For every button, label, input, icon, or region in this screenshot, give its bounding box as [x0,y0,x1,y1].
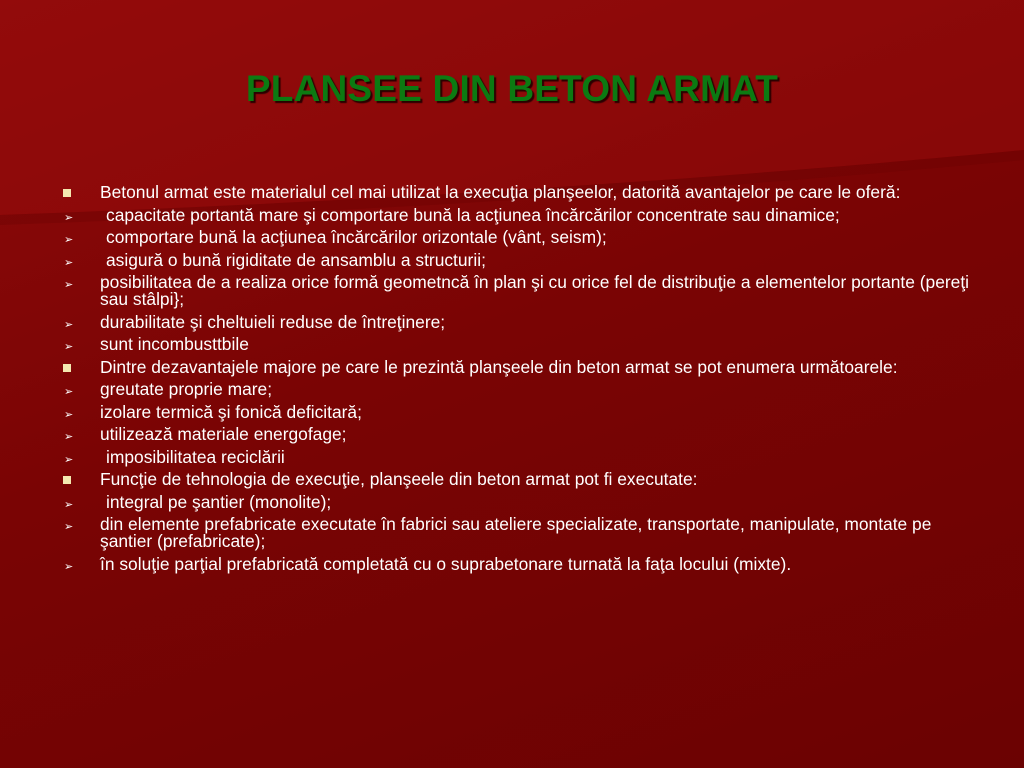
bullet-text: izolare termică şi fonică deficitară; [100,401,362,422]
arrow-bullet-icon: ➢ [64,497,74,511]
bullet-text: comportare bună la acţiunea încărcărilor orizontale (vânt, seism); [106,227,607,247]
bullet-item [60,336,970,353]
arrow-bullet-icon: ➢ [64,452,74,466]
bullet-item [60,471,970,488]
arrow-bullet-icon: ➢ [64,520,74,533]
bullet-item [60,426,970,443]
bullet-item [60,401,970,422]
bullet-text: din elemente prefabricate executate în fabrici sau ateliere specializate, transportate, manipulate, montate pe şantier (prefabricate); [100,514,932,551]
bullet-item [60,356,970,377]
bullet-text: Dintre dezavantajele majore pe care le prezintă planşeele din beton armat se pot enumera următoarele: [100,356,898,377]
arrow-bullet-icon: ➢ [64,278,74,291]
slide-title: PLANSEE DIN BETON ARMAT [245,68,779,109]
square-bullet-icon [63,189,71,197]
bullet-item [60,249,970,270]
bullet-item [60,229,970,246]
bullet-item [60,184,970,201]
bullet-item [60,274,970,308]
bullet-text: asigură o bună rigiditate de ansamblu a structurii; [106,249,486,270]
arrow-bullet-icon: ➢ [64,255,74,269]
arrow-bullet-icon: ➢ [64,210,74,224]
square-bullet-icon [63,364,71,372]
bullet-text: Funcţie de tehnologia de execuţie, planşeele din beton armat pot fi executate: [100,469,698,489]
bullet-text: greutate proprie mare; [100,379,273,399]
arrow-bullet-icon: ➢ [64,317,74,331]
bullet-item [60,446,970,467]
bullet-item [60,204,970,225]
bullet-list [60,184,970,578]
arrow-bullet-icon: ➢ [64,233,74,246]
bullet-item [60,491,970,512]
bullet-text: sunt incombusttbile [100,334,249,354]
bullet-item [60,516,970,550]
arrow-bullet-icon: ➢ [64,559,74,573]
arrow-bullet-icon: ➢ [64,385,74,398]
bullet-item [60,311,970,332]
bullet-item [60,381,970,398]
square-bullet-icon [63,476,71,484]
bullet-text: posibilitatea de a realiza orice formă geometncă în plan şi cu orice fel de distribuţie a elementelor portante (pereţi sau stâlpi}; [100,272,970,309]
bullet-item [60,553,970,574]
bullet-text: utilizează materiale energofage; [100,424,347,444]
bullet-text: durabilitate şi cheltuieli reduse de întreţinere; [100,311,446,332]
bullet-text: capacitate portantă mare şi comportare bună la acţiunea încărcărilor concentrate sau dinamice; [106,204,840,225]
bullet-text: imposibilitatea reciclării [106,446,285,467]
arrow-bullet-icon: ➢ [64,340,74,353]
bullet-text: integral pe şantier (monolite); [106,491,332,512]
arrow-bullet-icon: ➢ [64,407,74,421]
arrow-bullet-icon: ➢ [64,430,74,443]
bullet-text: în soluţie parţial prefabricată completată cu o suprabetonare turnată la faţa locului (mixte). [100,553,792,574]
bullet-text: Betonul armat este materialul cel mai utilizat la execuţia planşeelor, datorită avantajelor pe care le oferă: [100,182,901,202]
